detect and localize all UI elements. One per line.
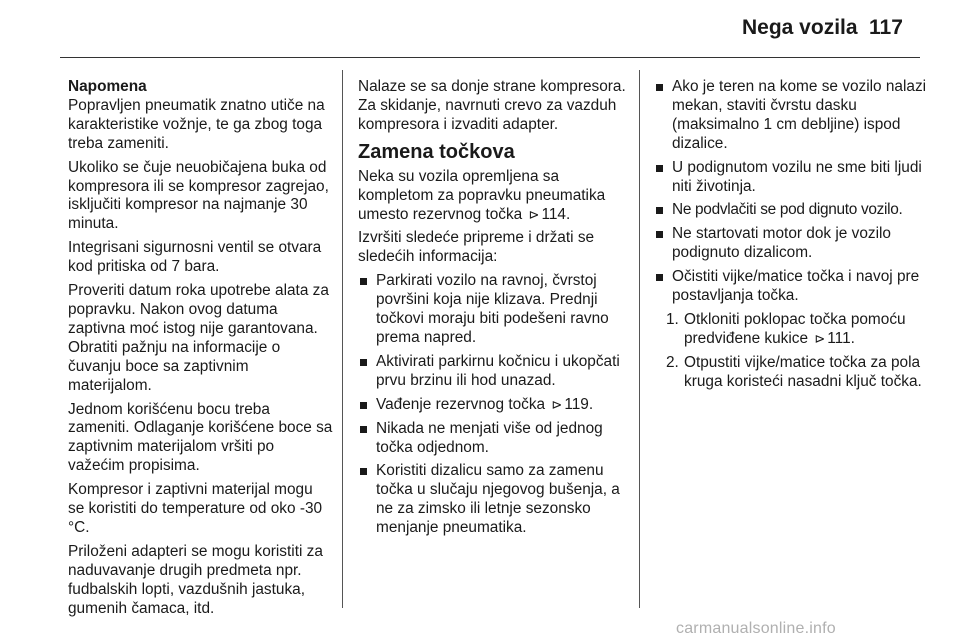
- list-item-text: U podignutom vozilu ne sme biti ljudi niti životinja.: [672, 158, 922, 195]
- list-item: [358, 272, 628, 348]
- page-ref-icon: ⊳: [814, 330, 826, 346]
- list-item: [358, 420, 628, 458]
- list-item-text: Parkirati vozilo na ravnoj, čvrstoj površini koja nije klizava. Prednji točkovi moraju biti podešeni ravno prema napred.: [376, 272, 609, 346]
- page-ref-link[interactable]: 111.: [827, 329, 855, 347]
- list-item-text: Ne podvlačiti se pod dignuto vozilo.: [672, 201, 903, 219]
- paragraph: Jednom korišćenu bocu treba zameniti. Odlaganje korišćene boce sa zaptivnim materijalom vršiti po važećim propisima.: [68, 400, 333, 475]
- column-divider-left: [342, 70, 343, 608]
- square-bullet-icon: [656, 231, 663, 238]
- list-item-text: Vađenje rezervnog točka: [376, 395, 546, 413]
- bullet-list: [358, 272, 628, 538]
- list-item-text: Nikada ne menjati više od jednog točka odjednom.: [376, 419, 603, 456]
- square-bullet-icon: [360, 468, 367, 475]
- paragraph: [358, 168, 628, 225]
- paragraph-text: Neka su vozila opremljena sa kompletom za popravku pneumatika umesto rezervnog točka: [358, 167, 606, 223]
- square-bullet-icon: [360, 402, 367, 409]
- square-bullet-icon: [360, 426, 367, 433]
- step-text: Otpustiti vijke/matice točka za pola kruga koristeći nasadni ključ točka.: [684, 353, 922, 390]
- list-item-text: Ne startovati motor dok je vozilo podignuto dizalicom.: [672, 225, 891, 262]
- list-item-text: Koristiti dizalicu samo za zamenu točka u slučaju njegovog bušenja, a ne za zimsko ili letnje sezonsko menjanje pneumatika.: [376, 462, 620, 537]
- page-ref-icon: ⊳: [528, 206, 540, 222]
- note-heading: Napomena: [68, 78, 147, 95]
- paragraph: Ukoliko se čuje neuobičajena buka od kompresora ili se kompresor zagrejao, isključiti kompresor na najmanje 30 minuta.: [68, 158, 329, 233]
- page-ref-link[interactable]: 119.: [564, 395, 594, 413]
- square-bullet-icon: [656, 207, 663, 214]
- header-divider: [60, 57, 920, 58]
- list-item-text: Očistiti vijke/matice točka i navoj pre postavljanja točka.: [672, 268, 920, 305]
- square-bullet-icon: [360, 359, 367, 366]
- list-item: [358, 396, 628, 415]
- step-item: [654, 354, 930, 392]
- square-bullet-icon: [360, 278, 367, 285]
- list-item: [654, 201, 930, 220]
- step-number: 1.: [666, 310, 679, 328]
- page-number: 117: [869, 16, 903, 39]
- step-number: 2.: [666, 353, 679, 371]
- note-block: [68, 78, 333, 154]
- step-text: Otkloniti poklopac točka pomoću predviđene kukice: [684, 310, 906, 347]
- list-item: [654, 159, 930, 197]
- column-1: [68, 78, 333, 623]
- list-item: [654, 78, 930, 154]
- paragraph: Izvršiti sledeće pripreme i držati se sledećih informacija:: [358, 229, 595, 266]
- list-item: [358, 462, 628, 538]
- column-divider-right: [639, 70, 640, 608]
- page-ref-link[interactable]: 114.: [541, 205, 571, 223]
- watermark: carmanualsonline.info: [676, 620, 836, 637]
- list-item: [358, 353, 628, 391]
- list-item: [654, 268, 930, 306]
- paragraph: Priloženi adapteri se mogu koristiti za naduvavanje drugih predmeta npr. fudbalskih lopti, vazdušnih jastuka, gumenih čamaca, itd.: [68, 542, 323, 617]
- paragraph: Integrisani sigurnosni ventil se otvara kod pritiska od 7 bara.: [68, 239, 322, 276]
- column-3: [654, 78, 930, 397]
- square-bullet-icon: [656, 165, 663, 172]
- square-bullet-icon: [656, 274, 663, 281]
- page-ref-icon: ⊳: [551, 396, 563, 412]
- section-heading: Zamena točkova: [358, 140, 515, 163]
- list-item-text: Ako je teren na kome se vozilo nalazi mekan, staviti čvrstu dasku (maksimalno 1 cm debljine) ispod dizalice.: [672, 78, 927, 152]
- paragraph: Kompresor i zaptivni materijal mogu se koristiti do temperature od oko -30 °C.: [68, 481, 323, 536]
- list-item: [654, 225, 930, 263]
- page-title: Nega vozila: [742, 16, 858, 39]
- square-bullet-icon: [656, 84, 663, 91]
- paragraph: Proveriti datum roka upotrebe alata za popravku. Nakon ovog datuma zaptivna moć istog nije garantovana. Obratiti pažnju na informacije o čuvanju boce sa zaptivnim materijalom.: [68, 282, 329, 394]
- column-2: [358, 78, 628, 543]
- bullet-list: [654, 78, 930, 306]
- note-text: Popravljen pneumatik znatno utiče na karakteristike vožnje, te ga zbog toga treba zameniti.: [68, 96, 325, 152]
- intro-paragraph: Nalaze se sa donje strane kompresora. Za skidanje, navrnuti crevo za vazduh kompresora i izvaditi adapter.: [358, 78, 626, 133]
- list-item-text: Aktivirati parkirnu kočnicu i ukopčati prvu brzinu ili hod unazad.: [376, 352, 620, 389]
- step-item: [654, 311, 930, 349]
- numbered-steps: [654, 311, 930, 392]
